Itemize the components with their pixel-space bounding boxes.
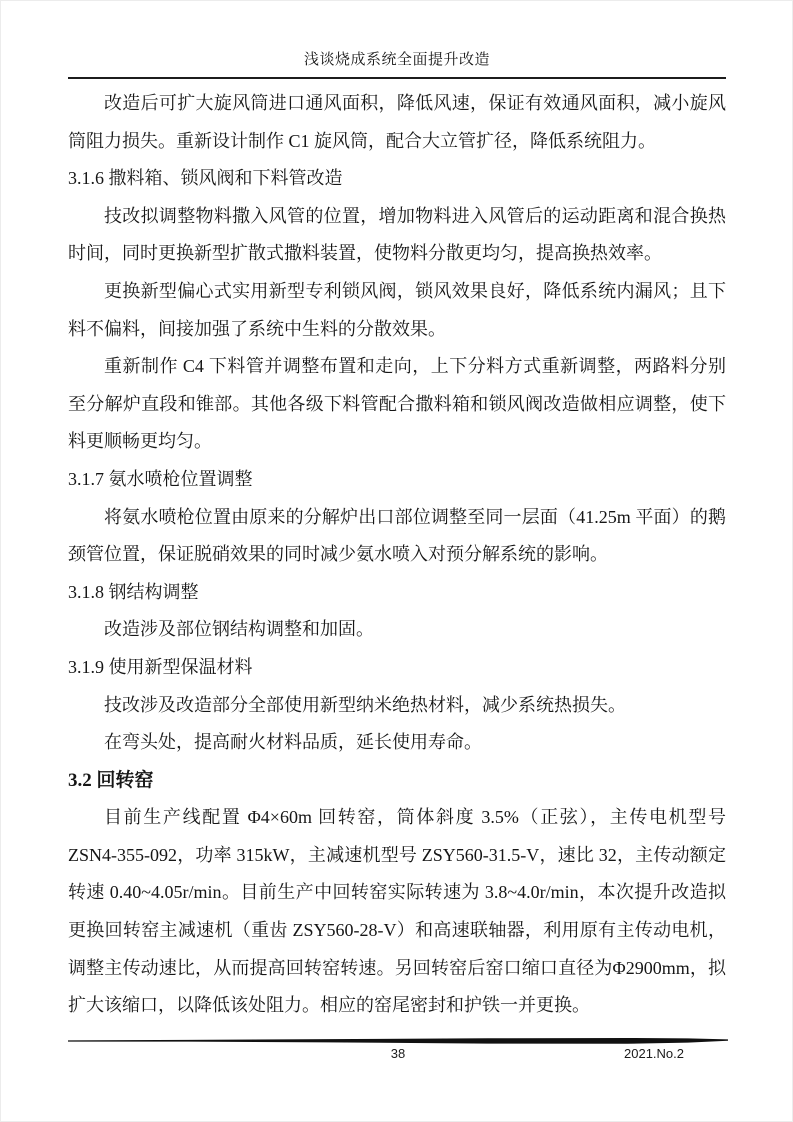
running-head-title: 浅谈烧成系统全面提升改造 [303, 52, 490, 68]
paragraph-lock-valve: 更换新型偏心式实用新型专利锁风阀，锁风效果良好，降低系统内漏风；且下料不偏料，间接加强了系统中生料的分散效果。 [68, 280, 726, 339]
heading-3-1-8: 3.1.8 钢结构调整 [68, 581, 199, 602]
paragraph-c4-chute: 重新制作 C4 下料管并调整布置和走向，上下分料方式重新调整，两路料分别至分解炉直段和锥部。其他各级下料管配合撒料箱和锁风阀改造做相应调整，使下料更顺畅更均匀。 [68, 356, 726, 452]
footer-rule [68, 1037, 728, 1045]
issue-label: 2021.No.2 [624, 1046, 684, 1061]
heading-3-1-7: 3.1.7 氨水喷枪位置调整 [68, 468, 253, 489]
paragraph-insulation: 技改涉及改造部分全部使用新型纳米绝热材料，减少系统热损失。 [104, 694, 626, 715]
paragraph-rotary-kiln: 目前生产线配置 Φ4×60m 回转窑，筒体斜度 3.5%（正弦），主传电机型号ZSN4-355-092，功率 315kW，主减速机型号 ZSY560-31.5-V，速比 32，主传动额定转速 0.40~4.05r/min。目前生产中回转窑实际转速为 3.8~4.0r/min，本次提升改造拟更换回转窑主减速机（重齿 ZSY560-28-V）和高速联轴器，利用原有主传动电机，调整主传动速比，从而提高回转窑转速。另回转窑后窑口缩口直径为Φ2900mm，拟扩大该缩口，以降低该处阻力。相应的窑尾密封和护铁一并更换。 [68, 807, 726, 1016]
page-header [68, 1, 726, 79]
heading-3-1-6: 3.1.6 撒料箱、锁风阀和下料管改造 [68, 168, 343, 189]
paragraph-spreader-box: 技改拟调整物料撒入风管的位置，增加物料进入风管后的运动距离和混合换热时间，同时更换新型扩散式撒料装置，使物料分散更均匀，提高换热效率。 [68, 205, 726, 264]
paragraph-ammonia-gun: 将氨水喷枪位置由原来的分解炉出口部位调整至同一层面（41.25m 平面）的鹅颈管位置，保证脱硝效果的同时减少氨水喷入对预分解系统的影响。 [68, 506, 726, 565]
footer-rule-shape [68, 1038, 728, 1044]
heading-3-1-9: 3.1.9 使用新型保温材料 [68, 656, 253, 677]
page-number: 38 [390, 1046, 406, 1061]
paragraph-cyclone-inlet: 改造后可扩大旋风筒进口通风面积，降低风速，保证有效通风面积，减小旋风筒阻力损失。重新设计制作 C1 旋风筒，配合大立管扩径，降低系统阻力。 [68, 93, 726, 151]
heading-3-2: 3.2 回转窑 [68, 769, 154, 791]
article-body [68, 79, 726, 1025]
paragraph-refractory: 在弯头处，提高耐火材料品质，延长使用寿命。 [104, 732, 482, 753]
page-footer [68, 1046, 728, 1061]
paragraph-steel-structure: 改造涉及部位钢结构调整和加固。 [104, 619, 374, 640]
